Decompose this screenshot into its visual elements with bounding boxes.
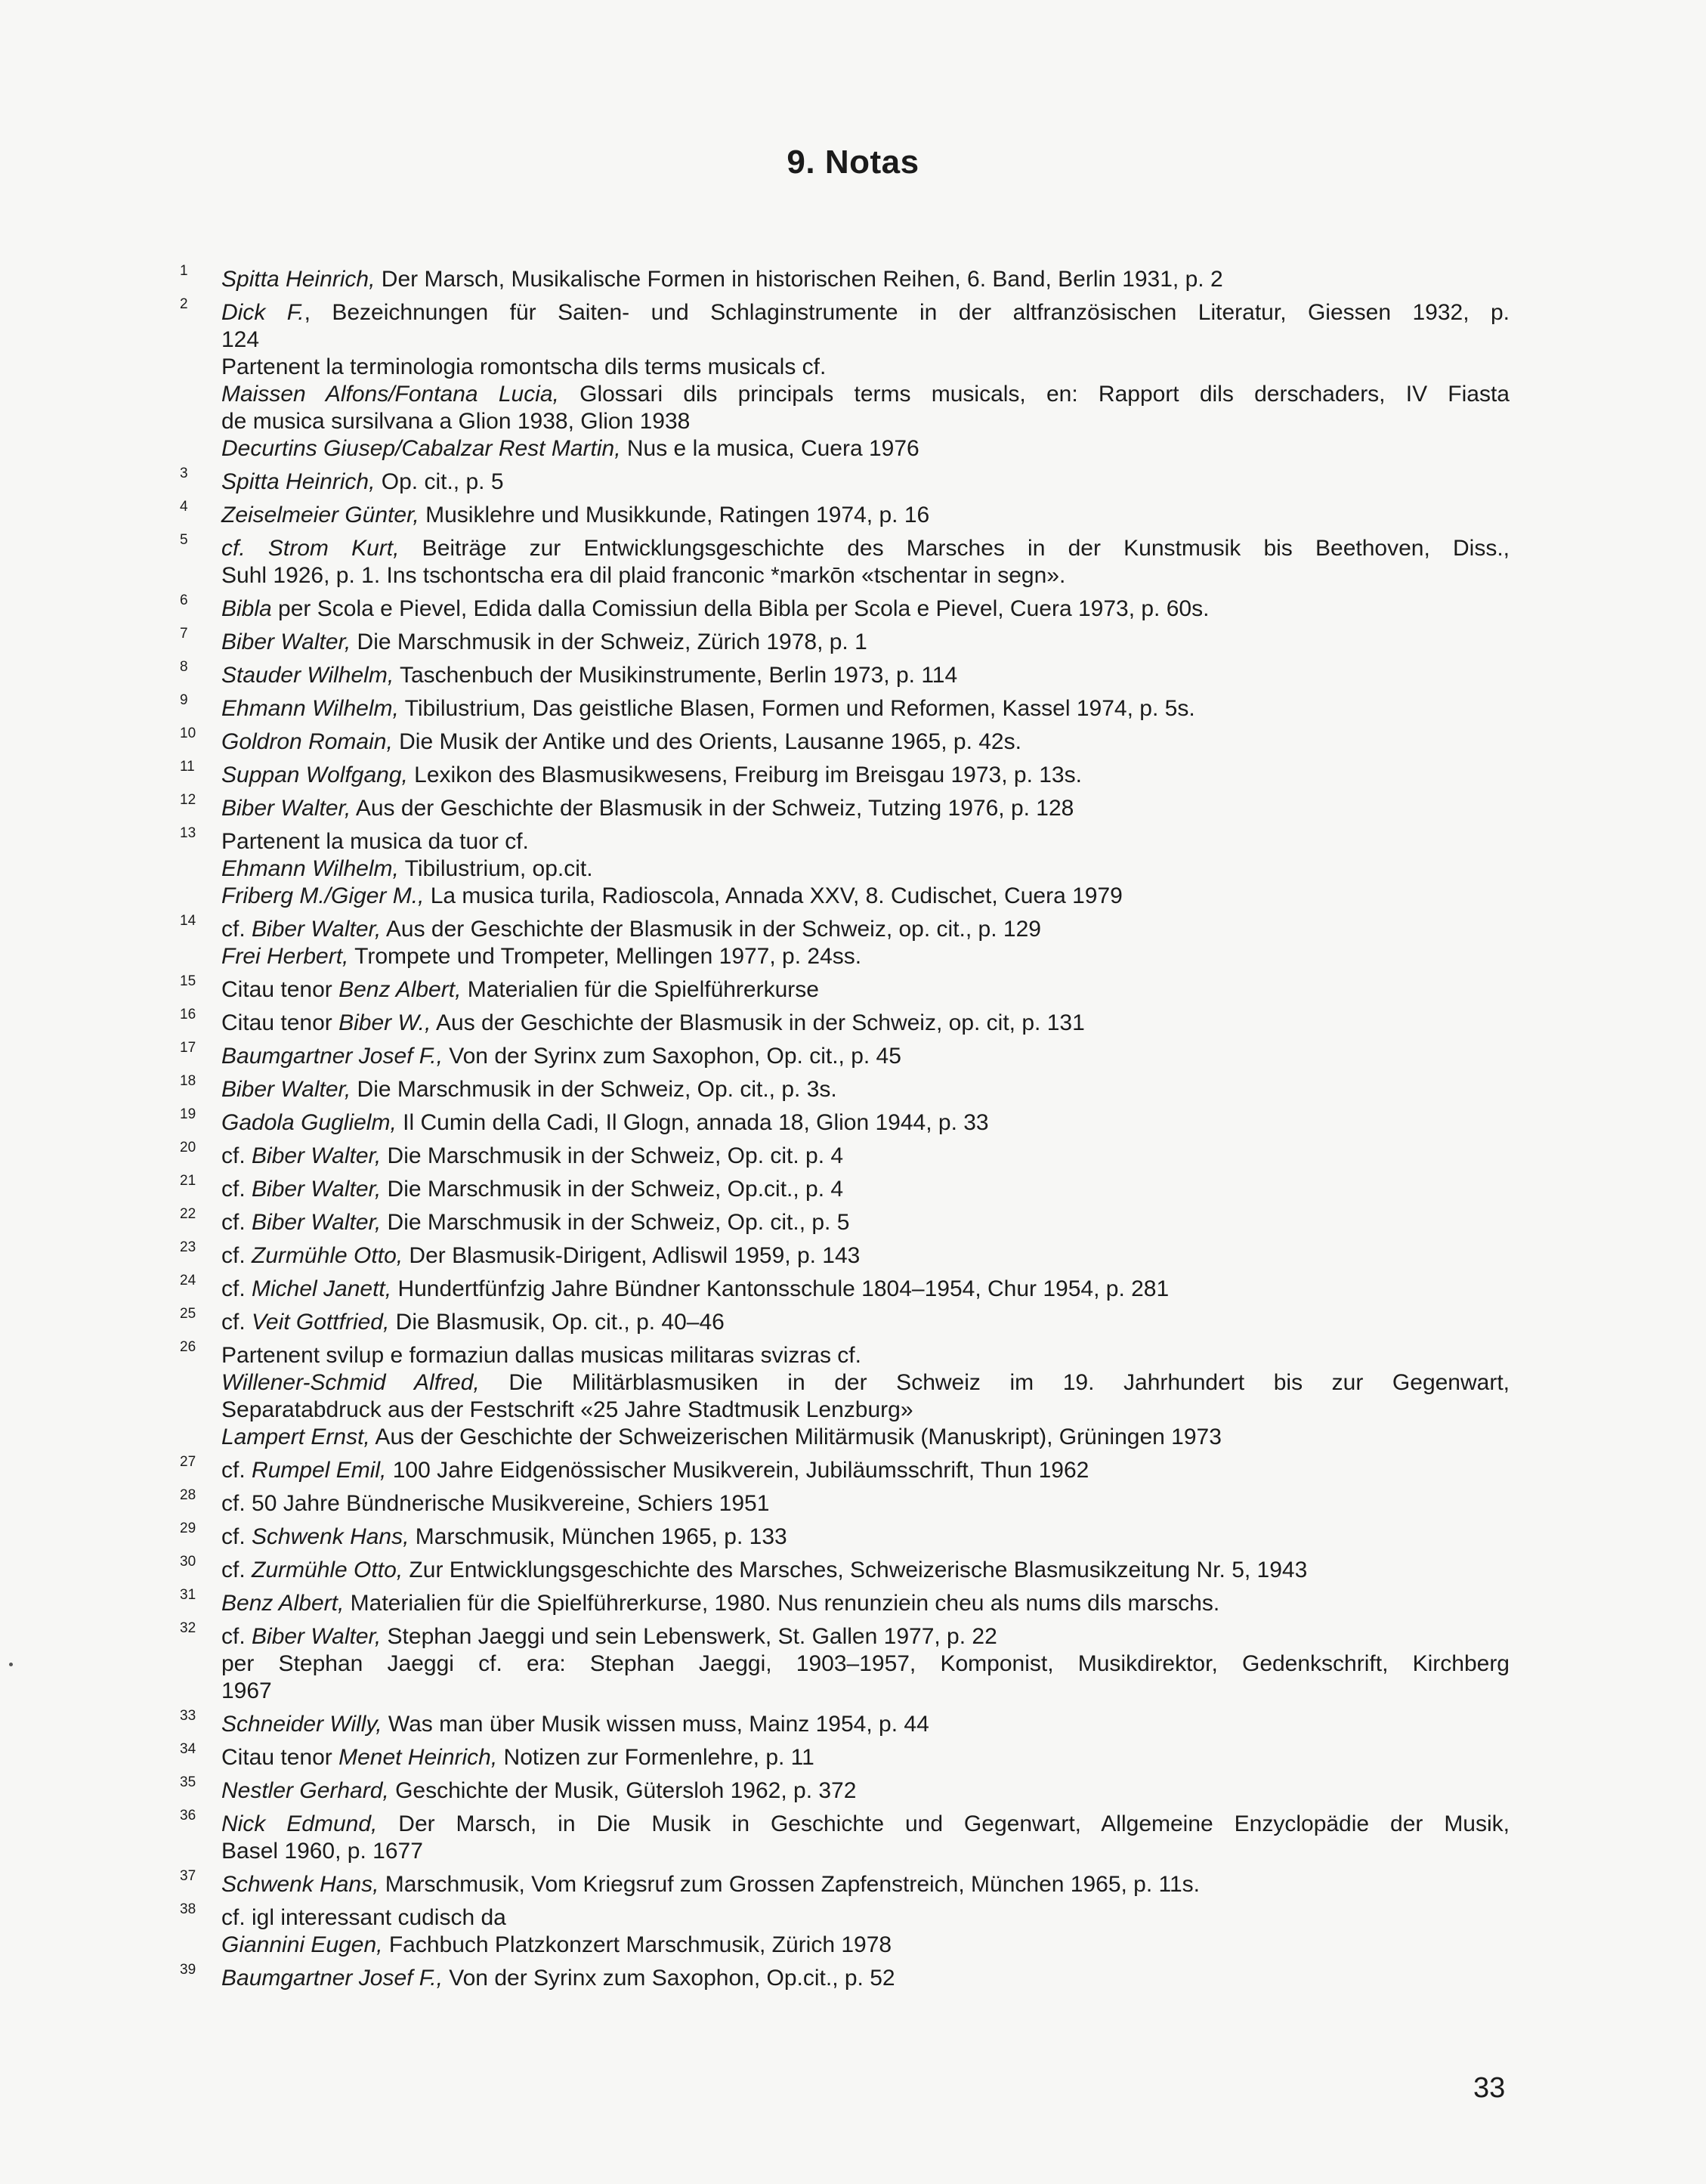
author-name: Biber Walter, (252, 1143, 382, 1168)
footnote-line (221, 976, 1510, 1004)
citation-text: 1967 (221, 1678, 272, 1703)
footnote-line (221, 855, 1510, 883)
footnote-line (221, 1010, 1510, 1037)
footnote-number: 37 (180, 1868, 196, 1884)
footnote (180, 1206, 1510, 1236)
footnote-line (221, 1838, 1510, 1865)
author-name: Schwenk Hans, (252, 1524, 410, 1549)
citation-text: Partenent svilup e formaziun dallas musicas militaras svizras cf. (221, 1343, 861, 1368)
footnote-line (221, 1871, 1510, 1898)
author-name: Bibla (221, 596, 272, 621)
author-name: Stauder Wilhelm, (221, 663, 394, 688)
citation-text: Die Blasmusik, Op. cit., p. 40–46 (389, 1310, 725, 1335)
author-name: Spitta Heinrich, (221, 469, 376, 494)
footnote (180, 725, 1510, 756)
author-name: Biber Walter, (252, 1177, 382, 1202)
citation-text: Citau tenor (221, 977, 339, 1002)
citation-text: Der Blasmusik-Dirigent, Adliswil 1959, p. 143 (403, 1243, 861, 1268)
author-name: Nick Edmund, (221, 1811, 378, 1836)
footnote-number: 5 (180, 532, 188, 548)
footnote (180, 1587, 1510, 1617)
footnote-number: 11 (180, 759, 195, 775)
footnote-number: 21 (180, 1173, 196, 1189)
footnote-line (221, 1043, 1510, 1070)
citation-text: Die Musik der Antike und des Orients, Lausanne 1965, p. 42s. (392, 729, 1021, 754)
footnote-number: 36 (180, 1808, 196, 1824)
citation-text: Trompete und Trompeter, Mellingen 1977, p. 24ss. (348, 944, 862, 969)
footnote-line (221, 1904, 1510, 1932)
footnote-line (221, 1309, 1510, 1336)
footnote-number: 2 (180, 296, 188, 312)
author-name: Biber Walter, (252, 917, 382, 942)
citation-text: cf. (221, 1177, 252, 1202)
footnote-number: 28 (180, 1487, 196, 1503)
footnote (180, 1487, 1510, 1517)
footnote-number: 30 (180, 1554, 196, 1570)
footnote (180, 692, 1510, 722)
footnote-number: 24 (180, 1273, 196, 1288)
footnote-line (221, 595, 1510, 623)
footnote (180, 759, 1510, 789)
author-name: Baumgartner Josef F., (221, 1044, 443, 1069)
citation-text: Il Cumin della Cadi, Il Glogn, annada 18, Glion 1944, p. 33 (396, 1110, 989, 1135)
author-name: Friberg M./Giger M., (221, 883, 425, 908)
author-name: Schwenk Hans, (221, 1872, 379, 1897)
citation-text: Materialien für die Spielführerkurse, 1980. Nus renunziein cheu als nums dils marschs. (344, 1591, 1220, 1616)
footnote (180, 1339, 1510, 1451)
footnote-line (221, 435, 1510, 462)
citation-text: cf. (221, 1276, 252, 1301)
citation-text: Taschenbuch der Musikinstrumente, Berlin 1973, p. 114 (394, 663, 958, 688)
citation-text: Notizen zur Formenlehre, p. 11 (497, 1745, 814, 1770)
citation-text: cf. (221, 1210, 252, 1235)
citation-text: Von der Syrinx zum Saxophon, Op. cit., p. 45 (442, 1044, 901, 1069)
author-name: Michel Janett, (252, 1276, 392, 1301)
footnote (180, 626, 1510, 656)
footnote (180, 825, 1510, 910)
author-name: Biber Walter, (252, 1210, 382, 1235)
author-name: Rumpel Emil, (252, 1458, 387, 1483)
citation-text: Was man über Musik wissen muss, Mainz 1954, p. 44 (382, 1712, 929, 1737)
author-name: Lampert Ernst, (221, 1425, 370, 1449)
footnote (180, 1741, 1510, 1771)
footnote-line (221, 943, 1510, 970)
footnote (180, 792, 1510, 822)
footnote-number: 34 (180, 1741, 196, 1757)
footnote (180, 1708, 1510, 1738)
author-name: Baumgartner Josef F., (221, 1966, 443, 1991)
citation-text: Beiträge zur Entwicklungsgeschichte des Marsches in der Kunstmusik bis Beethoven, Diss., (399, 536, 1510, 561)
footnote (180, 1554, 1510, 1584)
footnote-number: 33 (180, 1708, 196, 1724)
author-name: Ehmann Wilhelm, (221, 856, 399, 881)
author-name: Dick F. (221, 300, 304, 325)
scan-speck (9, 1663, 13, 1666)
citation-text: Stephan Jaeggi und sein Lebenswerk, St. Gallen 1977, p. 22 (381, 1624, 997, 1649)
footnote-number: 32 (180, 1620, 196, 1636)
footnote-line (221, 762, 1510, 789)
footnote-number: 1 (180, 263, 188, 279)
citation-text: Partenent la terminologia romontscha dils terms musicals cf. (221, 354, 827, 379)
footnote-line (221, 354, 1510, 381)
citation-text: cf. igl interessant cudisch da (221, 1905, 506, 1930)
footnote-line (221, 535, 1510, 562)
footnote-line (221, 299, 1510, 326)
footnote-line (221, 1109, 1510, 1137)
footnote-line (221, 1932, 1510, 1959)
footnote-line (221, 795, 1510, 822)
citation-text: Lexikon des Blasmusikwesens, Freiburg im Breisgau 1973, p. 13s. (407, 763, 1082, 787)
page-title: 9. Notas (787, 144, 919, 181)
footnote-line (221, 1490, 1510, 1517)
footnote (180, 1620, 1510, 1705)
footnote-line (221, 1342, 1510, 1369)
footnote-line (221, 1369, 1510, 1397)
footnote (180, 1962, 1510, 1992)
footnote (180, 1808, 1510, 1865)
citation-text: Die Marschmusik in der Schweiz, Op.cit., p. 4 (381, 1177, 844, 1202)
footnote-number: 13 (180, 825, 196, 841)
footnote-number: 3 (180, 466, 188, 481)
footnote-number: 15 (180, 973, 196, 989)
footnote (180, 973, 1510, 1004)
author-name: Biber Walter, (221, 630, 351, 654)
author-name: Biber Walter, (221, 1077, 351, 1102)
citation-text: Die Marschmusik in der Schweiz, Zürich 1978, p. 1 (351, 630, 867, 654)
footnote-number: 4 (180, 499, 188, 515)
author-name: Suppan Wolfgang, (221, 763, 408, 787)
citation-text: per Scola e Pievel, Edida dalla Comissiun della Bibla per Scola e Pievel, Cuera 1973, p. 60s. (271, 596, 1210, 621)
author-name: Veit Gottfried, (252, 1310, 390, 1335)
footnote-number: 10 (180, 725, 196, 741)
citation-text: Geschichte der Musik, Gütersloh 1962, p. 372 (388, 1778, 857, 1803)
citation-text: Der Marsch, Musikalische Formen in historischen Reihen, 6. Band, Berlin 1931, p. 2 (375, 267, 1223, 292)
citation-text: Op. cit., p. 5 (375, 469, 504, 494)
footnote-line (221, 1777, 1510, 1805)
footnote-line (221, 1209, 1510, 1236)
citation-text: Nus e la musica, Cuera 1976 (620, 436, 919, 461)
author-name: Zeiselmeier Günter, (221, 503, 419, 527)
citation-text: Aus der Geschichte der Schweizerischen Militärmusik (Manuskript), Grüningen 1973 (369, 1425, 1222, 1449)
citation-text: Aus der Geschichte der Blasmusik in der Schweiz, op. cit, p. 131 (431, 1010, 1085, 1035)
footnote (180, 532, 1510, 589)
citation-text: Die Marschmusik in der Schweiz, Op. cit., p. 5 (381, 1210, 850, 1235)
author-name: Decurtins Giusep/Cabalzar Rest Martin, (221, 436, 621, 461)
author-name: Ehmann Wilhelm, (221, 696, 399, 721)
footnote-line (221, 1623, 1510, 1650)
author-name: Nestler Gerhard, (221, 1778, 389, 1803)
footnote-number: 8 (180, 659, 188, 675)
citation-text: per Stephan Jaeggi cf. era: Stephan Jaeggi, 1903–1957, Komponist, Musikdirektor, Gedenkschrift, Kirchberg (221, 1651, 1510, 1676)
page-number: 33 (1473, 2072, 1506, 2104)
footnote-line (221, 408, 1510, 435)
footnote (180, 1868, 1510, 1898)
footnote-line (221, 883, 1510, 910)
author-name: Maissen Alfons/Fontana Lucia, (221, 382, 559, 407)
citation-text: Die Marschmusik in der Schweiz, Op. cit. p. 4 (381, 1143, 844, 1168)
citation-text: Citau tenor (221, 1745, 339, 1770)
footnote-number: 7 (180, 626, 188, 642)
footnote-number: 16 (180, 1007, 196, 1022)
citation-text: Basel 1960, p. 1677 (221, 1839, 423, 1864)
footnote-line (221, 662, 1510, 689)
citation-text: cf. (221, 1558, 252, 1582)
footnote-line (221, 1650, 1510, 1678)
citation-text: 100 Jahre Eidgenössischer Musikverein, Jubiläumsschrift, Thun 1962 (386, 1458, 1089, 1483)
footnote (180, 659, 1510, 689)
citation-text: cf. (221, 917, 252, 942)
author-name: Zurmühle Otto, (252, 1243, 403, 1268)
author-name: Menet Heinrich, (338, 1745, 498, 1770)
footnote-number: 22 (180, 1206, 196, 1222)
footnote (180, 1073, 1510, 1103)
footnote-line (221, 1176, 1510, 1203)
citation-text: cf. (221, 1458, 252, 1483)
footnote-number: 6 (180, 592, 188, 608)
footnote-line (221, 629, 1510, 656)
footnote (180, 1774, 1510, 1805)
author-name: Willener-Schmid Alfred, (221, 1370, 480, 1395)
citation-text: Aus der Geschichte der Blasmusik in der Schweiz, op. cit., p. 129 (381, 917, 1041, 942)
footnote-line (221, 502, 1510, 529)
footnote (180, 1306, 1510, 1336)
footnote-line (221, 326, 1510, 354)
footnote (180, 1007, 1510, 1037)
citation-text: cf. (221, 1624, 252, 1649)
footnote-number: 29 (180, 1520, 196, 1536)
citation-text: cf. (221, 1243, 252, 1268)
citation-text: cf. (221, 1524, 252, 1549)
author-name: Zurmühle Otto, (252, 1558, 403, 1582)
footnote-line (221, 266, 1510, 293)
footnote (180, 913, 1510, 970)
footnote-line (221, 1811, 1510, 1838)
citation-text: Suhl 1926, p. 1. Ins tschontscha era dil plaid franconic *markōn «tschentar in segn». (221, 563, 1066, 588)
citation-text: Hundertfünfzig Jahre Bündner Kantonsschule 1804–1954, Chur 1954, p. 281 (391, 1276, 1170, 1301)
footnote-line (221, 381, 1510, 408)
footnote-number: 17 (180, 1040, 196, 1056)
citation-text: cf. 50 Jahre Bündnerische Musikvereine, Schiers 1951 (221, 1491, 770, 1516)
footnote-number: 19 (180, 1106, 196, 1122)
footnote (180, 1273, 1510, 1303)
citation-text: La musica turila, Radioscola, Annada XXV, 8. Cudischet, Cuera 1979 (424, 883, 1123, 908)
footnote-line (221, 1397, 1510, 1424)
citation-text: cf. (221, 1143, 252, 1168)
footnote (180, 1106, 1510, 1137)
footnote-number: 31 (180, 1587, 196, 1603)
footnote-line (221, 1424, 1510, 1451)
citation-text: Musiklehre und Musikkunde, Ratingen 1974, p. 16 (419, 503, 930, 527)
citation-text: cf. (221, 1310, 252, 1335)
citation-text: Partenent la musica da tuor cf. (221, 829, 529, 854)
author-name: Spitta Heinrich, (221, 267, 376, 292)
footnote (180, 1520, 1510, 1551)
author-name: Benz Albert, (338, 977, 462, 1002)
notes-list (180, 263, 1510, 1998)
citation-text: Aus der Geschichte der Blasmusik in der Schweiz, Tutzing 1976, p. 128 (351, 796, 1074, 821)
citation-text: Fachbuch Platzkonzert Marschmusik, Zürich 1978 (382, 1932, 892, 1957)
footnote-line (221, 1744, 1510, 1771)
author-name: Giannini Eugen, (221, 1932, 383, 1957)
footnote (180, 1454, 1510, 1484)
footnote-line (221, 1678, 1510, 1705)
footnote-number: 9 (180, 692, 188, 708)
citation-text: Von der Syrinx zum Saxophon, Op.cit., p. 52 (442, 1966, 895, 1991)
footnote-line (221, 1965, 1510, 1992)
author-name: Goldron Romain, (221, 729, 393, 754)
footnote-number: 23 (180, 1239, 196, 1255)
citation-text: de musica sursilvana a Glion 1938, Glion 1938 (221, 409, 691, 434)
footnote-line (221, 1242, 1510, 1270)
footnote-line (221, 1076, 1510, 1103)
citation-text: Glossari dils principals terms musicals, en: Rapport dils derschaders, IV Fiasta (558, 382, 1510, 407)
footnote-number: 25 (180, 1306, 196, 1322)
author-name: Schneider Willy, (221, 1712, 382, 1737)
footnote-number: 35 (180, 1774, 196, 1790)
footnote-line (221, 1143, 1510, 1170)
footnote-line (221, 1276, 1510, 1303)
footnote-line (221, 729, 1510, 756)
footnote-line (221, 695, 1510, 722)
footnote (180, 1239, 1510, 1270)
author-name: cf. Strom Kurt, (221, 536, 400, 561)
citation-text: Die Militärblasmusiken in der Schweiz im 19. Jahrhundert bis zur Gegenwart, (479, 1370, 1510, 1395)
footnote-line (221, 828, 1510, 855)
footnote-line (221, 469, 1510, 496)
citation-text: Tibilustrium, Das geistliche Blasen, Formen und Reformen, Kassel 1974, p. 5s. (398, 696, 1195, 721)
footnote (180, 466, 1510, 496)
footnote-line (221, 1524, 1510, 1551)
footnote-line (221, 916, 1510, 943)
footnote (180, 1040, 1510, 1070)
footnote (180, 296, 1510, 462)
footnote-number: 27 (180, 1454, 196, 1470)
citation-text: Tibilustrium, op.cit. (398, 856, 593, 881)
footnote-number: 26 (180, 1339, 196, 1355)
citation-text: Zur Entwicklungsgeschichte des Marsches, Schweizerische Blasmusikzeitung Nr. 5, 1943 (403, 1558, 1308, 1582)
author-name: Biber Walter, (252, 1624, 382, 1649)
citation-text: Die Marschmusik in der Schweiz, Op. cit., p. 3s. (351, 1077, 837, 1102)
footnote-number: 12 (180, 792, 196, 808)
footnote (180, 499, 1510, 529)
footnote (180, 1140, 1510, 1170)
author-name: Benz Albert, (221, 1591, 345, 1616)
citation-text: Marschmusik, Vom Kriegsruf zum Grossen Zapfenstreich, München 1965, p. 11s. (379, 1872, 1201, 1897)
footnote-line (221, 1557, 1510, 1584)
footnote (180, 1173, 1510, 1203)
footnote-line (221, 1711, 1510, 1738)
footnote (180, 592, 1510, 623)
footnote-number: 38 (180, 1901, 196, 1917)
footnote-line (221, 562, 1510, 589)
author-name: Gadola Guglielm, (221, 1110, 397, 1135)
author-name: Biber W., (338, 1010, 431, 1035)
footnote-number: 14 (180, 913, 196, 929)
footnote-number: 20 (180, 1140, 196, 1155)
footnote-line (221, 1590, 1510, 1617)
footnote (180, 263, 1510, 293)
footnote (180, 1901, 1510, 1959)
author-name: Frei Herbert, (221, 944, 349, 969)
footnote-number: 18 (180, 1073, 196, 1089)
author-name: Biber Walter, (221, 796, 351, 821)
citation-text: 124 (221, 327, 260, 352)
footnote-number: 39 (180, 1962, 196, 1978)
citation-text: Materialien für die Spielführerkurse (461, 977, 819, 1002)
citation-text: Separatabdruck aus der Festschrift «25 Jahre Stadtmusik Lenzburg» (221, 1397, 913, 1422)
citation-text: Der Marsch, in Die Musik in Geschichte und Gegenwart, Allgemeine Enzyclopädie der Musik, (377, 1811, 1510, 1836)
citation-text: Citau tenor (221, 1010, 339, 1035)
citation-text: Marschmusik, München 1965, p. 133 (409, 1524, 787, 1549)
citation-text: , Bezeichnungen für Saiten- und Schlaginstrumente in der altfranzösischen Literatur, Giessen 1932, p. (304, 300, 1510, 325)
footnote-line (221, 1457, 1510, 1484)
